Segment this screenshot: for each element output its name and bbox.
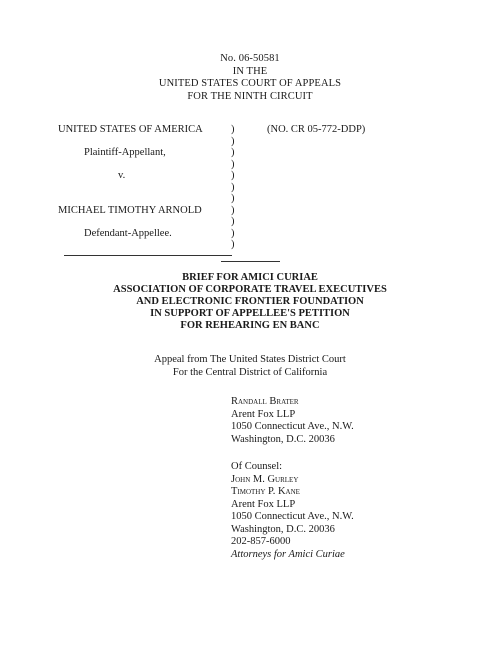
caption-paren: ) bbox=[231, 193, 235, 204]
of-counsel-label: Of Counsel: bbox=[231, 461, 283, 472]
caption-paren: ) bbox=[231, 158, 235, 170]
case-caption bbox=[58, 124, 458, 251]
appeal-line: For the Central District of California bbox=[172, 366, 328, 378]
title-line: IN SUPPORT OF APPELLEE'S PETITION bbox=[150, 308, 350, 319]
caption-paren: ) bbox=[231, 135, 235, 147]
title-line: ASSOCIATION OF CORPORATE TRAVEL EXECUTIVES bbox=[113, 284, 387, 295]
caption-paren: ) bbox=[231, 147, 235, 158]
firm-name: Arent Fox LLP bbox=[231, 408, 296, 420]
title-line: AND ELECTRONIC FRONTIER FOUNDATION bbox=[136, 296, 364, 307]
caption-paren: ) bbox=[231, 124, 235, 135]
brief-title bbox=[0, 272, 500, 332]
title-line: FOR REHEARING EN BANC bbox=[180, 320, 320, 331]
defendant-name: MICHAEL TIMOTHY ARNOLD bbox=[58, 204, 202, 216]
firm-name: Arent Fox LLP bbox=[231, 498, 296, 510]
of-counsel-block bbox=[231, 461, 354, 561]
court-header bbox=[0, 53, 500, 103]
appeal-from bbox=[0, 354, 500, 379]
lower-court-number: (NO. CR 05-772-DDP) bbox=[267, 124, 366, 135]
city-address: Washington, D.C. 20036 bbox=[231, 523, 335, 535]
caption-rule bbox=[64, 255, 232, 256]
street-address: 1050 Connecticut Ave., N.W. bbox=[231, 421, 354, 432]
caption-paren: ) bbox=[231, 227, 235, 239]
phone-number: 202-857-6000 bbox=[231, 536, 291, 547]
caption-paren: ) bbox=[231, 181, 235, 193]
street-address: 1050 Connecticut Ave., N.W. bbox=[231, 511, 354, 522]
circuit-name: FOR THE NINTH CIRCUIT bbox=[187, 90, 313, 102]
plaintiff-name: UNITED STATES OF AMERICA bbox=[58, 124, 203, 135]
counsel-name: Timothy P. Kane bbox=[231, 486, 300, 497]
caption-paren: ) bbox=[231, 170, 235, 181]
appeal-line: Appeal from The United States District Court bbox=[154, 354, 346, 365]
counsel-name: Randall Brater bbox=[231, 396, 299, 407]
title-line: BRIEF FOR AMICI CURIAE bbox=[182, 272, 318, 283]
separator-rule bbox=[221, 261, 280, 262]
case-number: No. 06-50581 bbox=[220, 53, 280, 64]
caption-paren: ) bbox=[231, 204, 235, 216]
counsel-block bbox=[231, 396, 354, 446]
defendant-role: Defendant-Appellee. bbox=[84, 227, 172, 239]
caption-paren: ) bbox=[231, 239, 235, 250]
in-the-line: IN THE bbox=[232, 65, 268, 77]
attorneys-for: Attorneys for Amici Curiae bbox=[231, 548, 345, 560]
plaintiff-role: Plaintiff-Appellant, bbox=[84, 147, 166, 158]
city-address: Washington, D.C. 20036 bbox=[231, 433, 335, 445]
versus: v. bbox=[118, 170, 126, 181]
caption-paren: ) bbox=[231, 216, 235, 227]
court-name: UNITED STATES COURT OF APPEALS bbox=[158, 78, 342, 89]
counsel-name: John M. Gurley bbox=[231, 473, 299, 485]
